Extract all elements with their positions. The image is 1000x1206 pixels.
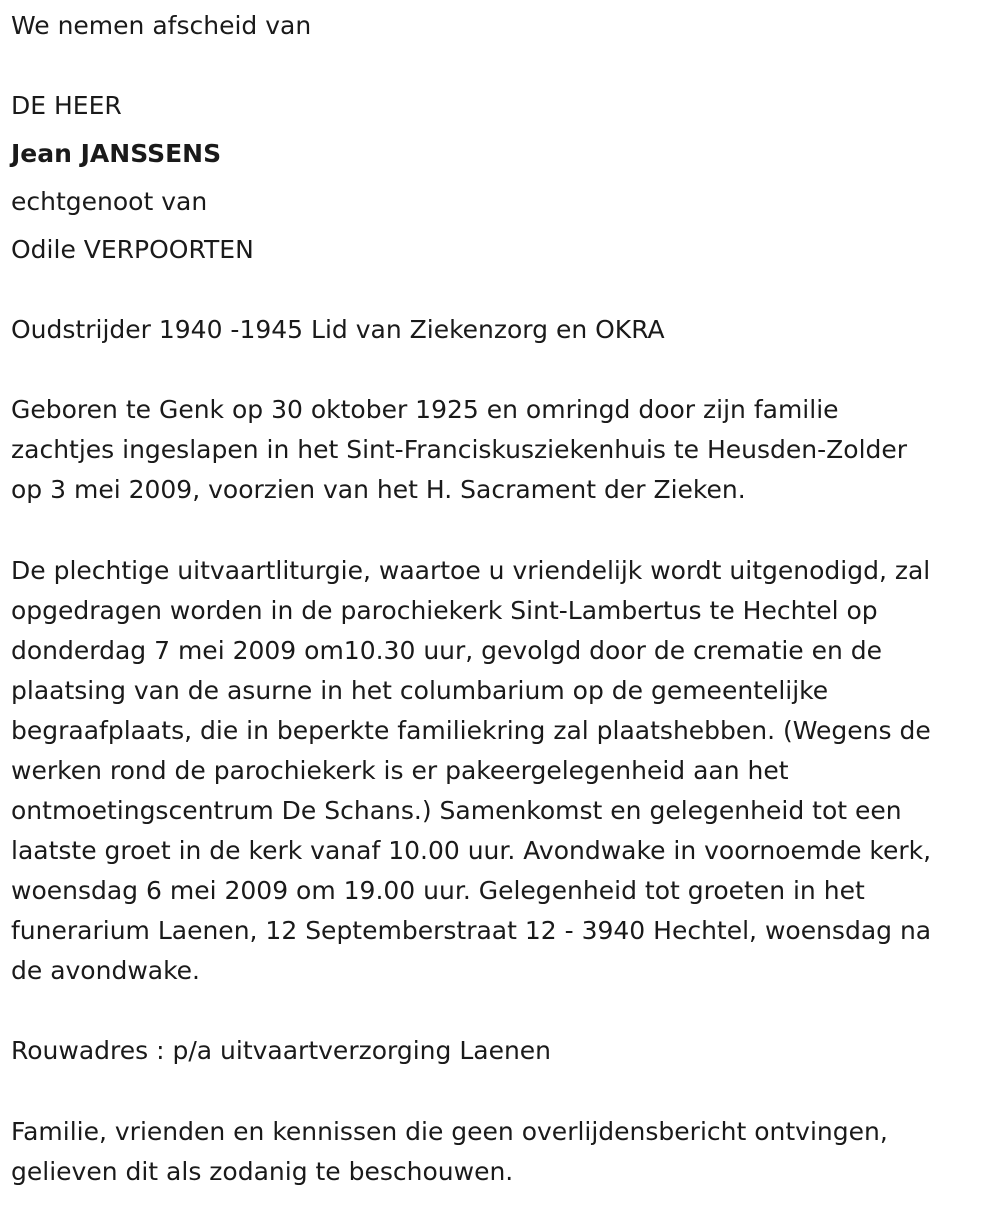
paragraph-line: ontmoetingscentrum De Schans.) Samenkomst en gelegenheid tot een <box>11 796 902 825</box>
paragraph-line: opgedragen worden in de parochiekerk Sint-Lambertus te Hechtel op <box>11 596 878 625</box>
paragraph-line: op 3 mei 2009, voorzien van het H. Sacrament der Zieken. <box>11 475 746 504</box>
honorific-title: DE HEER <box>11 91 122 120</box>
deceased-name: Jean JANSSENS <box>11 139 222 168</box>
paragraph-line: Familie, vrienden en kennissen die geen overlijdensbericht ontvingen, <box>11 1117 888 1146</box>
paragraph-line: Geboren te Genk op 30 oktober 1925 en omringd door zijn familie <box>11 395 839 424</box>
funeral-paragraph <box>11 551 931 991</box>
paragraph-line: gelieven dit als zodanig te beschouwen. <box>11 1157 514 1186</box>
paragraph-line: zachtjes ingeslapen in het Sint-Franciskusziekenhuis te Heusden-Zolder <box>11 435 908 464</box>
spouse-name: Odile VERPOORTEN <box>11 235 254 264</box>
membership-text: Oudstrijder 1940 -1945 Lid van Ziekenzorg en OKRA <box>11 315 665 344</box>
paragraph-line: laatste groet in de kerk vanaf 10.00 uur. Avondwake in voornoemde kerk, <box>11 836 932 865</box>
closing-paragraph <box>11 1112 888 1192</box>
paragraph-line: werken rond de parochiekerk is er pakeergelegenheid aan het <box>11 756 789 785</box>
intro-text: We nemen afscheid van <box>11 11 312 40</box>
paragraph-line: funerarium Laenen, 12 Septemberstraat 12 - 3940 Hechtel, woensdag na <box>11 916 932 945</box>
spouse-label: echtgenoot van <box>11 187 208 216</box>
paragraph-line: De plechtige uitvaartliturgie, waartoe u vriendelijk wordt uitgenodigd, zal <box>11 556 931 585</box>
paragraph-line: begraafplaats, die in beperkte familiekring zal plaatshebben. (Wegens de <box>11 716 931 745</box>
paragraph-line: woensdag 6 mei 2009 om 19.00 uur. Gelegenheid tot groeten in het <box>11 876 865 905</box>
paragraph-line: de avondwake. <box>11 956 201 985</box>
paragraph-line: plaatsing van de asurne in het columbarium op de gemeentelijke <box>11 676 829 705</box>
birth-paragraph <box>11 390 907 510</box>
mourning-address: Rouwadres : p/a uitvaartverzorging Laenen <box>11 1036 552 1065</box>
paragraph-line: donderdag 7 mei 2009 om10.30 uur, gevolgd door de crematie en de <box>11 636 883 665</box>
